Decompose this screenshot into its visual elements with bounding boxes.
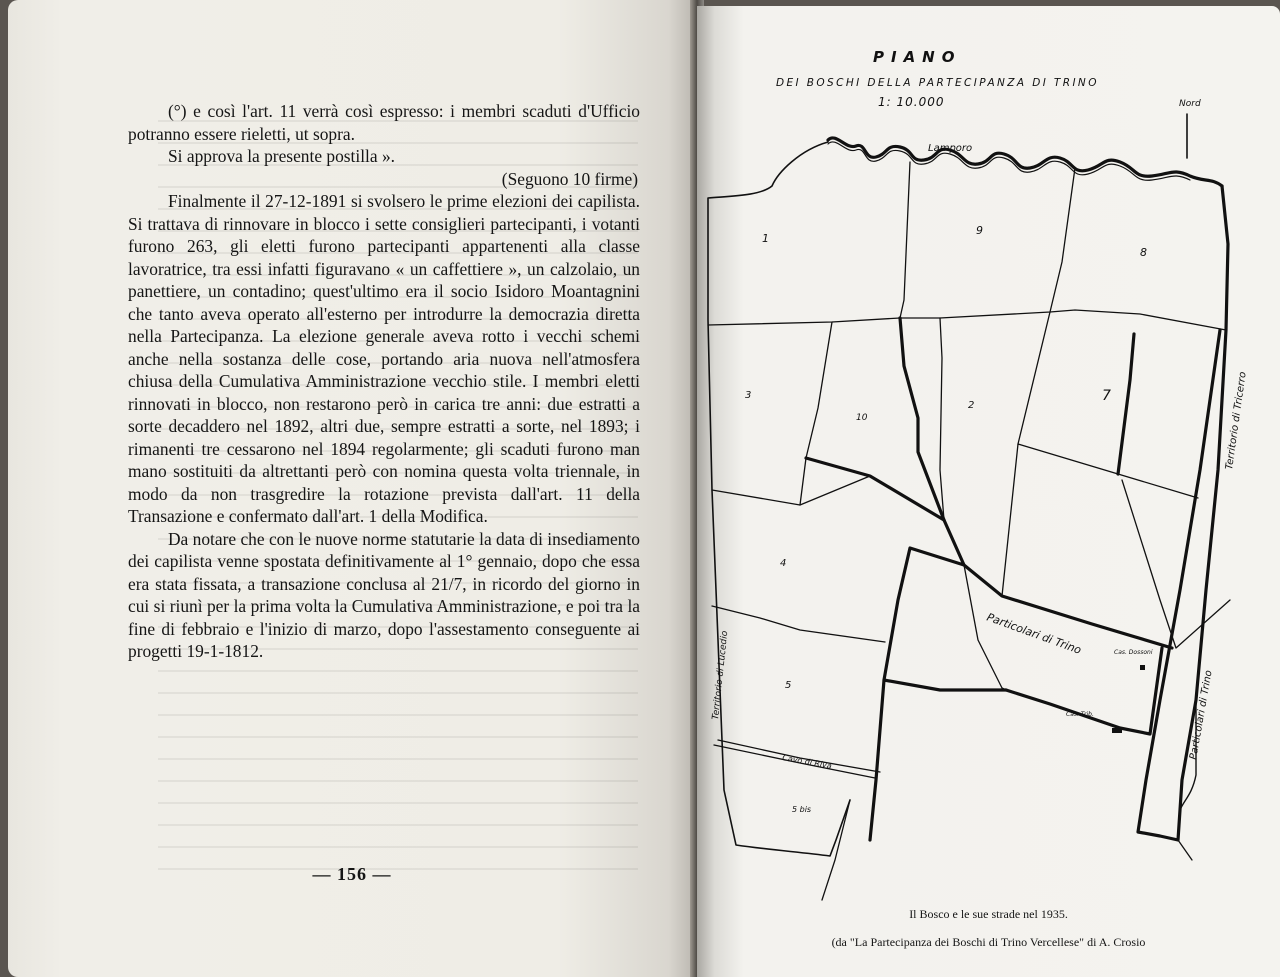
parcel-label: 5: [785, 680, 792, 691]
farm-building-icon: [1112, 728, 1122, 733]
river-line: [828, 138, 1222, 186]
edge-label: Territorio di Lucedio: [711, 630, 731, 721]
page-number: — 156 —: [312, 864, 392, 884]
parcel-label: 9: [976, 224, 983, 237]
edge-label: Particolari di Trino: [1188, 669, 1215, 761]
map-title: PIANO: [873, 48, 962, 66]
farm-building-icon: [1140, 665, 1145, 670]
map-scale: 1: 10.000: [878, 95, 945, 109]
paragraph: (°) e così l'art. 11 verrà così espresso: i membri scaduti d'Ufficio potranno essere rieletti, ut sopra.: [128, 101, 640, 144]
parcel-label: 8: [1140, 246, 1147, 259]
paragraph: Si approva la presente postilla ».: [168, 146, 395, 166]
parcel-label: 1: [762, 232, 769, 245]
edge-label: Particolari di Trino: [984, 610, 1084, 657]
parcel-label: 5 bis: [792, 805, 812, 814]
parcel-label: 10: [856, 413, 868, 423]
paragraph: Da notare che con le nuove norme statutarie la data di insediamento dei capilista venne spostata definitivamente al 1° gennaio, dopo che essa era stata fissata, a transazione conclusa al 21/7, in ricordo del giorno in cui si riunì per la prima volta la Cumulativa Amministrazione, e poi tra la fine di febbraio e l'inizio di marzo, dopo l'assestamento conseguente ai progetti 19-1-1812.: [128, 528, 640, 661]
parcel-label: 2: [968, 400, 975, 411]
figure-source: (da "La Partecipanza dei Boschi di Trino Vercellese" di A. Crosio: [831, 935, 1146, 949]
signatures-note: (Seguono 10 firme): [501, 168, 638, 189]
edge-label: Territorio di Tricerro: [1224, 371, 1249, 471]
north-label: Nord: [1179, 99, 1201, 109]
paragraph: Finalmente il 27-12-1891 si svolsero le prime elezioni dei capilista. Si trattava di rinnovare in blocco i sette consiglieri partecipanti, i votanti furono 263, gli eletti furono partecipanti appartenenti alla classe lavoratrice, tra essi infatti figuravano « un caffettiere », un calzolaio, un panettiere, un contadino; quest'ultimo era il socio Isidoro Moantagnini che tanto aveva operato all'esterno per introdurre la democrazia diretta nella Partecipanza. La elezione generale aveva rotto i vecchi schemi anche nella sostanza delle cose, portando aria nuova nell'atmosfera chiusa della Cumulativa Amministrazione vecchio stile. I membri eletti rinnovati in blocco, non restarono però in carica tre anni: due estratti a sorte decaddero nel 1892, altri due, sempre estratti a sorte, nel 1893; i rimanenti tre cessarono nel 1894 regolarmente; gli scaduti furono man mano sostituiti da altrettanti però con nomina questa volta triennale, in modo da non trasgredire la rotazione prevista dall'art. 11 della Transazione e confermato dall'art. 1 della Modifica.: [128, 191, 640, 526]
map-subtitle: DEI BOSCHI DELLA PARTECIPANZA DI TRINO: [776, 77, 1099, 89]
figure-caption: Il Bosco e le sue strade nel 1935.: [909, 907, 1068, 921]
parcel-label: 4: [780, 558, 787, 569]
parcel-label: 7: [1102, 388, 1111, 404]
map-boundary: [708, 142, 850, 856]
farm-label: Cas. Dossoni: [1114, 649, 1153, 656]
canal-label: Cavo di Riva: [781, 753, 833, 771]
farm-label: Cas. Trib.: [1066, 711, 1094, 718]
parcel-label: 3: [745, 390, 752, 401]
river-label: Lamporo: [928, 143, 973, 154]
